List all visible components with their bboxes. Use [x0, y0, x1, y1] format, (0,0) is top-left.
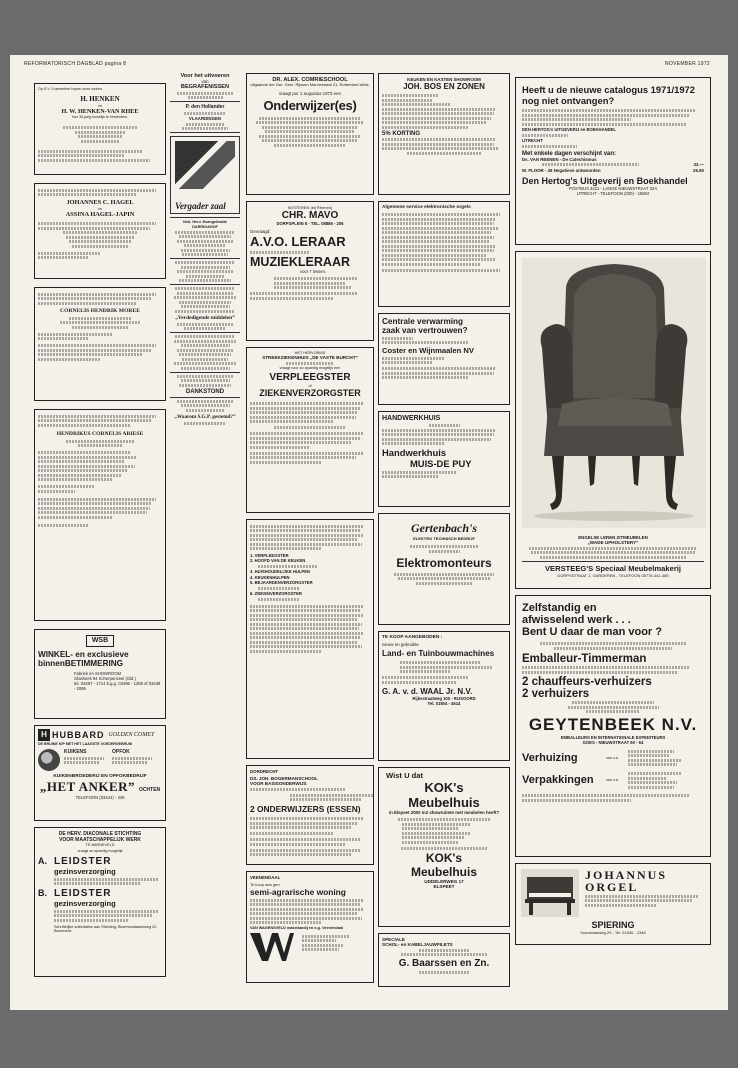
dankstond-title: DANKSTOND — [185, 388, 225, 395]
stichting-item-a-title: LEIDSTER — [54, 856, 112, 867]
catalogus-address-2: UTRECHT - TELEFOON (030) - 15684 — [576, 190, 650, 196]
bogerman-big: 2 ONDERWIJZERS (ESSEN) — [250, 804, 361, 814]
stichting-item-a-letter: A. — [38, 856, 47, 866]
catalogus-shop: Den Hertog's Uitgeverij en Boekhandel — [522, 175, 688, 186]
column-5 — [515, 73, 715, 993]
hubbard-advertisement — [34, 725, 166, 821]
comrieschool-advertisement — [246, 73, 374, 195]
geyt-q1: Zelfstandig en — [522, 602, 597, 614]
catalogus-firm: DEN HERTOG's UITGEVERIJ en BOEKHANDEL — [522, 127, 616, 132]
baarssen-advertisement — [378, 933, 510, 987]
burcht-verpleegster: VERPLEEGSTER — [269, 372, 351, 384]
handwerkhuis-advertisement — [378, 411, 510, 507]
mavo-top: KESTEREN (bij Rhenen) — [287, 205, 333, 210]
mavo-muziekleraar: MUZIEKLERAAR — [250, 255, 350, 269]
catalogus-price-2: 26.50 — [693, 167, 704, 173]
gertenbach-script: Gertenbach's — [411, 521, 477, 535]
tuin-big: Land- en Tuinbouwmachines — [382, 649, 495, 658]
geytenbeek-advertisement — [515, 595, 711, 857]
wing-chair-photo — [522, 258, 706, 528]
geyt-verpakkingen: Verpakkingen — [522, 774, 594, 787]
ebo-item-5: 5. BEJAARDENVERZORGSTER — [250, 579, 313, 585]
stichting-footer: Schriftelijke sollicitaties aan Stichting, Bloemendaalseweg 22, Barneveld. — [54, 924, 158, 934]
coster-big-2: zaak van vertrouwen? — [382, 326, 468, 335]
koks-bottom-1: KOK's — [425, 851, 463, 866]
announcement-en-2: en — [98, 206, 102, 211]
bogermanschool-advertisement — [246, 765, 374, 865]
versteeg-chair-advertisement — [515, 251, 711, 589]
vergader-zaal-ad — [170, 136, 240, 214]
family-announcement-henken — [34, 83, 166, 175]
woning-big: semi-agrarische woning — [250, 887, 346, 897]
mavo-address: DORPSPLEIN 8 - TEL. 08886 - 206 — [276, 221, 344, 226]
koks-address: UDDELERWEG 17 — [424, 879, 464, 885]
column-4 — [378, 73, 510, 993]
vaste-burcht-advertisement — [246, 347, 374, 513]
geyt-name: GEYTENBEEK N.V. — [528, 715, 698, 734]
geyt-q2: afwisselend werk . . . — [522, 614, 631, 626]
johannus-name-1: JOHANNUS — [585, 868, 668, 882]
bogerman-name-2: VOOR BASISONDERWIJS — [250, 781, 307, 786]
wsb-title-1: WINKEL- en exclusieve — [38, 650, 129, 659]
catalogus-big-1: Heeft u de nieuwe catalogus 1971/1972 — [522, 84, 695, 95]
catalogus-sub: Met enkele dagen verschijnt van: — [522, 150, 617, 157]
announcement-intro: Op D.V. 5 december hopen onze ouders — [38, 87, 103, 91]
burcht-of: of — [308, 383, 312, 389]
tuin-tel: Tel. 01804 - 4614 — [427, 700, 461, 706]
koks-city: ELSPEET — [433, 884, 455, 890]
elektronische-orgels-advertisement — [378, 201, 510, 307]
hubbard-place: OCHTEN — [139, 787, 161, 793]
keukens-korting: 5% KORTING — [382, 130, 421, 137]
stichting-line-3: TE BARNEVELD — [85, 843, 115, 847]
family-announcement-hagel — [34, 183, 166, 279]
begrafenis-head-3: BEGRAFENISSEN — [180, 84, 230, 90]
newspaper-page — [10, 55, 728, 1010]
page-header-left: REFORMATORISCH DAGBLAD pagina 8 — [24, 61, 127, 67]
hollander-name: P. den Hollander — [185, 104, 225, 110]
ebo-item-2: 2. HOOFD VAN DE KEUKEN — [250, 558, 306, 564]
begrafenis-head-1: Voor het uitvoeren — [180, 73, 230, 79]
announcement-en: en — [98, 103, 102, 109]
burcht-top-2: STREEKZIEKENHUIS „DE VASTE BURCHT” — [262, 355, 358, 360]
vergader-zaal-text: Vergader zaal — [175, 201, 226, 211]
comrieschool-big: Onderwijzer(es) — [263, 97, 357, 113]
mavo-note: voor 7 lessen. — [300, 269, 327, 274]
chair-address: DORPSSTRAAT 1, GARDEREN - TELEFOON 05776-441-485 — [557, 572, 669, 578]
koks-big-1: KOK's — [424, 780, 464, 795]
handwerk-title: HANDWERKHUIS — [382, 415, 441, 422]
geyt-big: Emballeur-Timmerman — [522, 652, 647, 665]
woning-ask: Te koop aan gen. — [250, 882, 281, 887]
mavo-advertisement — [246, 201, 374, 341]
stichting-item-b-title: LEIDSTER — [54, 888, 112, 899]
burcht-ask: vraagt voor zo spoedig mogelijk een — [279, 366, 341, 371]
tuinbouwmachines-advertisement — [378, 631, 510, 761]
death-notice-moree — [34, 287, 166, 401]
announcement-name-2: H. W. HENKEN-VAN RHEE — [61, 108, 139, 116]
column-3 — [246, 73, 374, 993]
keukens-advertisement — [378, 73, 510, 195]
hubbard-h-logo: H — [38, 729, 50, 741]
semi-agrarische-woning-advertisement — [246, 871, 374, 983]
koks-bottom-2: Meubelhuis — [410, 865, 477, 880]
koks-meubelhuis-advertisement — [378, 767, 510, 927]
stichting-item-a-sub: gezinsverzorging — [54, 867, 116, 876]
hollander-city: VLAARDINGEN — [188, 116, 222, 121]
catalogus-price-1: 32.— — [693, 161, 704, 167]
death-notice-ariese — [34, 409, 166, 621]
stichting-item-b-letter: B. — [38, 888, 47, 898]
geyt-line-2: 2 verhuizers — [522, 687, 590, 700]
hubbard-company-line: KUIKENBROEDERIJ EN OPFOKBEDRIJF — [53, 774, 147, 779]
hubbard-tel: TELEFOON (03444) - 349 — [75, 795, 125, 800]
hubbard-sub: GOLDEN COMET — [108, 732, 155, 738]
geyt-sub-2: GOES - NIEUWSTRAAT 60 - 64 — [582, 740, 644, 745]
ebo-item-3: 3. HUISHOUDELIJKE HULPEN — [250, 569, 311, 575]
announcement-name-japin: ASSINA HAGEL-JAPIN — [65, 211, 135, 218]
wsb-addr-1: Fabriek en SHOWROOM — [74, 671, 122, 676]
death-notice-name-moree: CORNELIS HENDRIK MOREE — [60, 307, 140, 314]
verdedigende-middelen: „Verdedigende middelen” — [175, 314, 235, 321]
hubbard-opfok: OPFOK — [112, 749, 130, 755]
koks-line: in Elspeet 2000 m2 showruimte met meubelen heeft? — [388, 810, 500, 815]
coster-name: Coster en Wijnmaalen NV — [382, 346, 474, 355]
hubbard-het-anker: „HET ANKER” — [39, 779, 136, 794]
stichting-line-1: DE HERV. DIACONALE STICHTING — [58, 831, 142, 837]
wsb-addr-2: Glasheek 94 Scherpenzeel (Gld.) — [74, 676, 136, 681]
organ-photo — [521, 869, 579, 917]
tuin-address: Rijksstraatweg 100 - RIJSOORD — [412, 695, 476, 701]
wsb-advertisement — [34, 629, 166, 719]
chair-caption: ENGELSE LEREN ZITMEUBELEN — [578, 535, 648, 540]
tuin-sub: nieuw en gebruikte — [382, 642, 419, 647]
burcht-ziekenverzorgster: ZIEKENVERZORGSTER — [259, 388, 361, 399]
geyt-q3: Bent U daar de man voor ? — [522, 626, 662, 638]
hubbard-brand: HUBBARD — [52, 730, 105, 740]
announcement-name-1: H. HENKEN — [80, 95, 120, 104]
death-notice-name-ariese: HENDRIKUS CORNELIS ARIESE — [56, 430, 144, 437]
bogerman-place: DORDRECHT — [250, 769, 279, 774]
announcement-name-hagel: JOHANNES C. HAGEL — [66, 199, 134, 206]
hubbard-tagline: DE BRUINE KIP MET HET LAAGSTE VOEDERGEBRUIK — [38, 742, 133, 746]
tuin-top: TE KOOP AANGEBODEN : — [382, 635, 443, 640]
koks-big-2: Meubelhuis — [408, 795, 480, 810]
baarssen-top-2: SCHOL- en KABELJAUWFILETS — [382, 942, 453, 947]
ebo-item-6: 6. ZIEKENVERZORGSTER — [250, 591, 302, 597]
begrafenis-head-2: van — [201, 79, 209, 84]
ebo-item-4: 4. KEUKENHULPEN — [250, 574, 290, 580]
wsb-tel: tel. 03497 - 1714 b.g.g. 03496 - 1369 of 03438 - 2066 — [74, 681, 161, 691]
waarom-sgp: „Waarom S.G.P. gestemd?” — [174, 413, 236, 420]
catalogus-advertisement — [515, 77, 711, 245]
hubbard-chicken-image — [38, 749, 60, 771]
koks-question: Wist U dat — [386, 771, 424, 780]
johannus-dealer: SPIERING — [591, 920, 635, 930]
handwerk-big-1: Handwerkhuis — [382, 447, 447, 458]
comrieschool-ask: vraagt per 1 augustus 1973 een — [278, 90, 341, 96]
mavo-ask: Gevraagd: — [250, 229, 271, 234]
vergader-drawing — [175, 141, 235, 189]
catalogus-author-2: W. FLOOR - 26 Negatieve antwoorden — [522, 167, 601, 173]
geyt-vanaf-1: van o.a. — [606, 755, 619, 760]
catalogus-address: POSTBUS 3421 - LANGE NIEUWSTRAAT 32A — [568, 185, 658, 191]
vw-logo-icon — [250, 933, 294, 961]
baarssen-top-1: SPECIALE — [382, 937, 405, 942]
gertenbach-advertisement — [378, 513, 510, 625]
coster-wijnmaalen-advertisement — [378, 313, 510, 405]
column-1 — [34, 73, 166, 993]
chair-sub: „WADE UPHOLSTERY” — [587, 540, 639, 545]
stichting-line-2: VOOR MAATSCHAPPELIJK WERK — [59, 837, 141, 843]
chair-shop: VERSTEEG'S Speciaal Meubelmakerij — [522, 561, 704, 573]
gertenbach-sub: ELEKTRO TECHNISCH BEDRIJF — [413, 536, 475, 541]
geyt-sub: EMBALLEURS EN INTERNATIONALE EXPEDITEURS — [560, 735, 666, 740]
geyt-vanaf-2: van o.a. — [606, 778, 619, 783]
tuin-name: G. A. v. d. WAAL Jr. N.V. — [382, 686, 473, 696]
gertenbach-big: Elektromonteurs — [396, 555, 492, 570]
johannus-orgel-advertisement — [515, 863, 711, 945]
comrieschool-name: DR. ALEX. COMRIESCHOOL — [272, 77, 348, 83]
keukens-name: JOH. BOS EN ZONEN — [403, 82, 485, 91]
woning-firm: VAN WAGENSVELD makelaardij en o.g. Veenendaal — [250, 926, 343, 930]
johannus-address: Voorstraatweg 29 - Tel. 01830 - 2345 — [580, 930, 646, 935]
page-header-right: NOVEMBER 1972 — [664, 61, 710, 67]
geyt-verhuizing: Verhuizing — [522, 751, 578, 764]
orgels-title: Algemene service elektronische orgels — [382, 205, 471, 210]
stichting-line-4: vraagt zo spoedig mogelijk — [77, 849, 123, 853]
mavo-name: CHR. MAVO — [281, 210, 339, 221]
stichting-item-b-sub: gezinsverzorging — [54, 899, 116, 908]
catalogus-author-1: Ds. VAN REENEN - De Catechismus — [522, 156, 597, 162]
ebo-item-1: 1. VERPLEEGSTER — [250, 553, 289, 558]
hubbard-kuikens: KUIKENS — [64, 749, 87, 755]
handwerk-big-2: MUIS-DE PUY — [410, 458, 472, 469]
woning-top: VEENENDAAL — [250, 875, 281, 880]
herv-evangelisatie: Ned. Herv. Evangelisatie DARRIGAHOF — [183, 220, 227, 229]
announcement-fine-text — [63, 126, 137, 129]
geyt-line-1: 2 chauffeurs-verhuizers — [522, 675, 652, 688]
ebo-vacancies — [246, 519, 374, 759]
wsb-title-2: binnenBETIMMERING — [38, 659, 124, 668]
bogerman-name-1: DS. JOH. BOGERMANSCHOOL — [250, 776, 318, 781]
catalogus-city: UTRECHT — [522, 138, 543, 143]
announcement-line-2: hun 30-jarig huwelijk te herdenken. — [72, 115, 128, 120]
johannus-name-2: ORGEL — [585, 880, 639, 894]
keukens-top: KEUKEN EN KASTEN SHOWROOM — [407, 77, 481, 82]
stichting-advertisement — [34, 827, 166, 977]
comrieschool-sub: uitgaande der Ger. Gem. Rijssen Marnixstraat 21, Rotterdam-West, — [250, 82, 370, 87]
baarssen-big: G. Baarssen en Zn. — [398, 958, 490, 969]
mavo-avo-leraar: A.V.O. LERAAR — [250, 234, 346, 249]
burcht-top-1: HET HERVORMD — [294, 351, 326, 355]
wsb-logo: WSB — [86, 635, 114, 647]
column-2 — [170, 73, 240, 973]
coster-big-1: Centrale verwarming — [382, 317, 463, 326]
catalogus-big-2: nog niet ontvangen? — [522, 95, 615, 106]
